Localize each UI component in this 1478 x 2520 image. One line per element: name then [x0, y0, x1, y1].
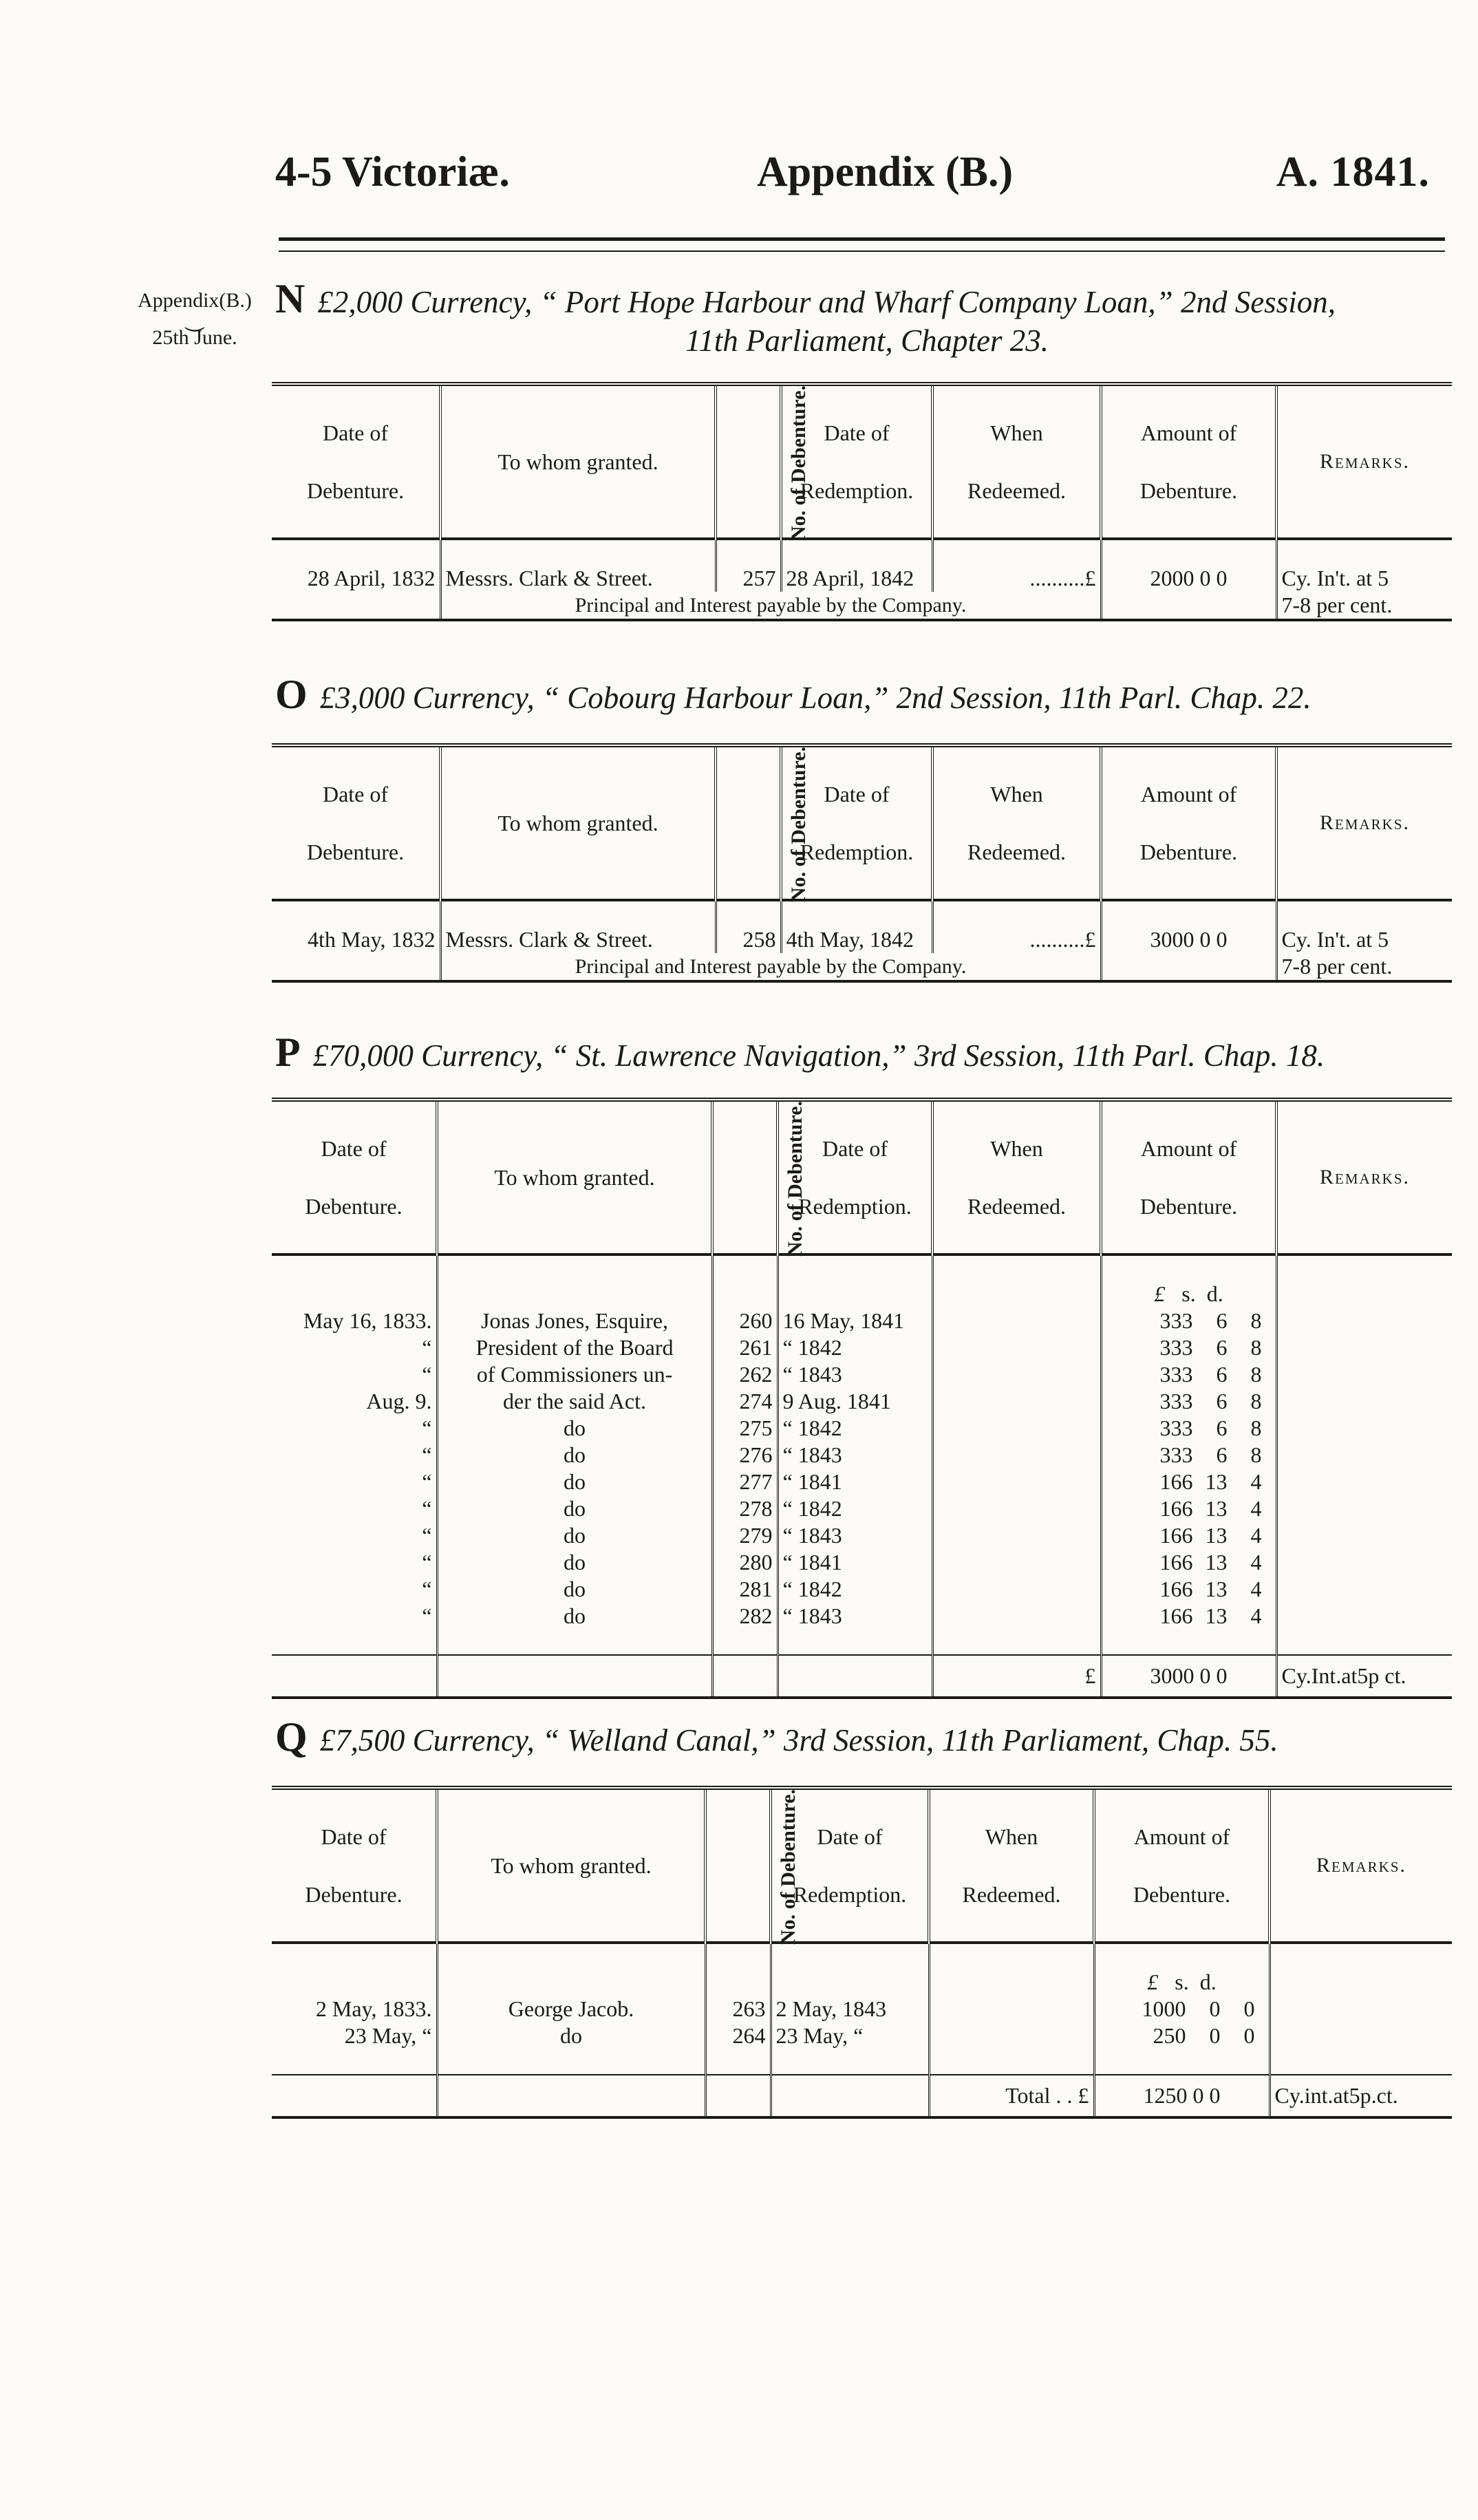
- col-amount: Amount of Debenture.: [1101, 384, 1276, 539]
- table-row: “ do 276 “ 1843 333 6 8: [272, 1442, 1452, 1469]
- col-redemption: Date of Redemption.: [778, 1100, 932, 1254]
- col-amount: Amount of Debenture.: [1101, 1100, 1276, 1254]
- table-row: 23 May, “ do 264 23 May, “ 250 0 0: [272, 2022, 1452, 2049]
- table-section-p: [272, 1098, 1452, 1699]
- col-remarks: Remarks.: [1276, 745, 1452, 900]
- section-letter: O: [275, 672, 308, 717]
- margin-brace: ⏝: [184, 308, 205, 330]
- col-to-whom: To whom granted.: [437, 1788, 705, 1943]
- col-number: No. of Debenture.: [705, 1788, 771, 1943]
- total-row: £ 3000 0 0 Cy.Int.at5p ct.: [272, 1655, 1452, 1698]
- col-date: Date of Debenture.: [272, 384, 440, 539]
- lsd-header-row: £ s. d.: [272, 1969, 1452, 1996]
- table-row: “ do 281 “ 1842 166 13 4: [272, 1576, 1452, 1603]
- table-row: “ do 277 “ 1841 166 13 4: [272, 1469, 1452, 1495]
- margin-note-date: 25th June.: [152, 326, 237, 349]
- col-when: When Redeemed.: [929, 1788, 1094, 1943]
- section-title-line1: £7,500 Currency, “ Welland Canal,” 3rd Session, 11th Parliament, Chap. 55.: [319, 1723, 1278, 1758]
- col-to-whom: To whom granted.: [440, 384, 716, 539]
- col-date: Date of Debenture.: [272, 745, 440, 900]
- table-row: “ do 278 “ 1842 166 13 4: [272, 1495, 1452, 1522]
- section-n-title: [275, 275, 1459, 359]
- col-redemption: Date of Redemption.: [781, 384, 932, 539]
- section-title-line2: 11th Parliament, Chapter 23.: [685, 323, 1049, 358]
- table-row: “ of Commissioners un- 262 “ 1843 333 6 8: [272, 1361, 1452, 1388]
- table-section-q: [272, 1786, 1452, 2119]
- payable-note: Principal and Interest payable by the Company.: [440, 953, 1101, 981]
- section-letter: P: [275, 1029, 301, 1075]
- table-row: 28 April, 1832 Messrs. Clark & Street. 257 28 April, 1842 ..........£ 2000 0 0 Cy. In't. at 5: [272, 565, 1452, 592]
- margin-note: [116, 289, 274, 350]
- table-note-row: Principal and Interest payable by the Company. 7-8 per cent.: [272, 953, 1452, 981]
- col-number: No. of Debenture.: [716, 384, 781, 539]
- col-to-whom: To whom granted.: [440, 745, 716, 900]
- col-redemption: Date of Redemption.: [781, 745, 932, 900]
- header-rule: [279, 237, 1445, 252]
- section-p-title: [275, 1029, 1459, 1076]
- payable-note: Principal and Interest payable by the Company.: [440, 592, 1101, 620]
- col-when: When Redeemed.: [932, 384, 1101, 539]
- section-letter: Q: [275, 1714, 308, 1760]
- col-amount: Amount of Debenture.: [1101, 745, 1276, 900]
- col-date: Date of Debenture.: [272, 1100, 437, 1254]
- col-remarks: Remarks.: [1276, 384, 1452, 539]
- table-row: “ President of the Board 261 “ 1842 333 6 8: [272, 1334, 1452, 1361]
- table-section-o: [272, 743, 1452, 983]
- section-letter: N: [275, 276, 306, 321]
- header-year: A. 1841.: [1276, 149, 1430, 195]
- total-row: Total . . £ 1250 0 0 Cy.int.at5p.ct.: [272, 2075, 1452, 2117]
- table-section-n: [272, 382, 1452, 621]
- col-remarks: Remarks.: [1270, 1788, 1452, 1943]
- col-remarks: Remarks.: [1276, 1100, 1452, 1254]
- col-when: When Redeemed.: [932, 745, 1101, 900]
- table-row: May 16, 1833. Jonas Jones, Esquire, 260 16 May, 1841 333 6 8: [272, 1307, 1452, 1334]
- table-row: Aug. 9. der the said Act. 274 9 Aug. 1841 333 6 8: [272, 1388, 1452, 1415]
- table-row: “ do 275 “ 1842 333 6 8: [272, 1415, 1452, 1442]
- col-number: No. of Debenture.: [716, 745, 781, 900]
- section-title-line1: £2,000 Currency, “ Port Hope Harbour and Wharf Company Loan,” 2nd Session,: [317, 285, 1336, 319]
- table-row: “ do 279 “ 1843 166 13 4: [272, 1522, 1452, 1549]
- table-row: 2 May, 1833. George Jacob. 263 2 May, 1843 1000 0 0: [272, 1996, 1452, 2022]
- col-redemption: Date of Redemption.: [771, 1788, 929, 1943]
- table-note-row: Principal and Interest payable by the Company. 7-8 per cent.: [272, 592, 1452, 620]
- section-title-line1: £70,000 Currency, “ St. Lawrence Navigation,” 3rd Session, 11th Parl. Chap. 18.: [312, 1038, 1325, 1073]
- header-volume: 4-5 Victoriæ.: [275, 149, 510, 195]
- col-to-whom: To whom granted.: [437, 1100, 712, 1254]
- col-amount: Amount of Debenture.: [1094, 1788, 1270, 1943]
- col-date: Date of Debenture.: [272, 1788, 437, 1943]
- col-number: No. of Debenture.: [712, 1100, 778, 1254]
- table-row: 4th May, 1832 Messrs. Clark & Street. 258 4th May, 1842 ..........£ 3000 0 0 Cy. In't. at 5: [272, 926, 1452, 953]
- margin-note-appendix: Appendix(B.): [138, 289, 252, 312]
- section-q-title: [275, 1713, 1459, 1761]
- table-row: “ do 282 “ 1843 166 13 4: [272, 1603, 1452, 1630]
- header-appendix: Appendix (B.): [757, 149, 1014, 195]
- lsd-header-row: £ s. d.: [272, 1281, 1452, 1307]
- col-when: When Redeemed.: [932, 1100, 1101, 1254]
- table-row: “ do 280 “ 1841 166 13 4: [272, 1549, 1452, 1576]
- section-title-line1: £3,000 Currency, “ Cobourg Harbour Loan,” 2nd Session, 11th Parl. Chap. 22.: [319, 681, 1311, 715]
- section-o-title: [275, 671, 1459, 718]
